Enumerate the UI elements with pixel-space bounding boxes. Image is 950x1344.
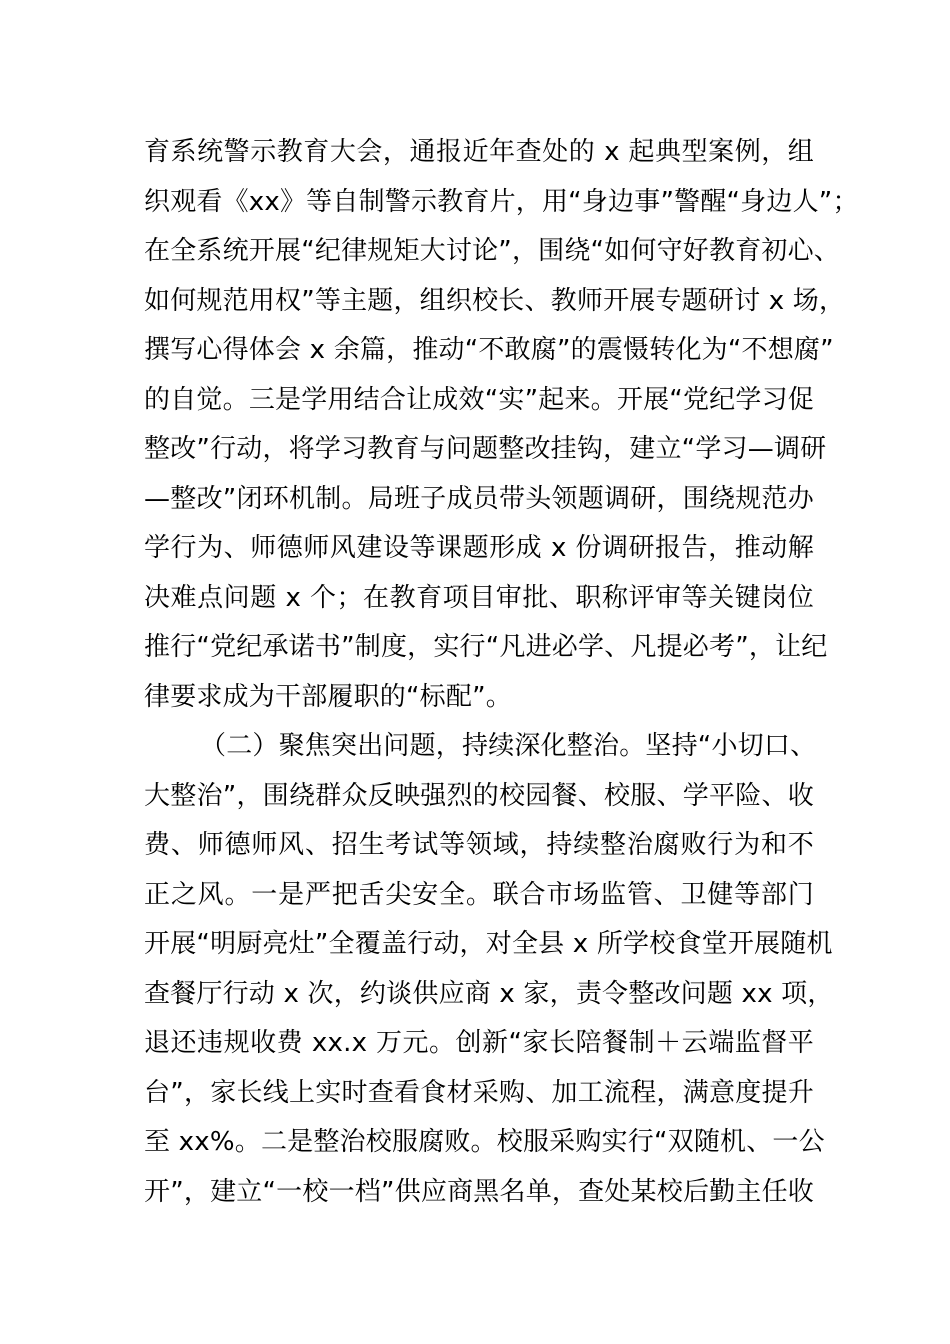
text-line: 撰写心得体会 x 余篇，推动“不敢腐”的震慑转化为“不想腐” xyxy=(144,335,834,365)
text-line: 如何规范用权”等主题，组织校长、教师开展专题研讨 x 场， xyxy=(144,285,846,316)
paragraph-2 xyxy=(144,722,834,1217)
text-line: 大整治”，围绕群众反映强烈的校园餐、校服、学平险、收 xyxy=(144,780,814,811)
text-line: 育系统警示教育大会，通报近年查处的 x 起典型案例，组 xyxy=(144,137,814,167)
text-line: 决难点问题 x 个；在教育项目审批、职称评审等关键岗位 xyxy=(144,582,814,613)
text-line: 在全系统开展“纪律规矩大讨论”，围绕“如何守好教育初心、 xyxy=(144,236,841,266)
text-line: 开展“明厨亮灶”全覆盖行动，对全县 x 所学校食堂开展随机 xyxy=(144,929,833,959)
text-line: 织观看《xx》等自制警示教育片，用“身边事”警醒“身边人”； xyxy=(144,186,859,217)
text-line: 推行“党纪承诺书”制度，实行“凡进必学、凡提必考”，让纪 xyxy=(144,632,828,662)
text-line: 律要求成为干部履职的“标配”。 xyxy=(144,681,512,712)
text-line: 开”，建立“一校一档”供应商黑名单，查处某校后勤主任收 xyxy=(144,1176,814,1207)
text-line: 退还违规收费 xx.x 万元。创新“家长陪餐制＋云端监督平 xyxy=(144,1028,814,1058)
text-line: 台”，家长线上实时查看食材采购、加工流程，满意度提升 xyxy=(144,1077,814,1108)
text-line: 的自觉。三是学用结合让成效“实”起来。开展“党纪学习促 xyxy=(144,384,814,415)
document-body xyxy=(144,128,859,1217)
text-line: 学行为、师德师风建设等课题形成 x 份调研报告，推动解 xyxy=(144,533,814,563)
section-heading-line: （二）聚焦突出问题，持续深化整治。坚持“小切口、 xyxy=(200,731,817,761)
paragraph-1 xyxy=(144,128,859,722)
text-line: 整改”行动，将学习教育与问题整改挂钩，建立“学习—调研 xyxy=(144,434,827,464)
text-line: 查餐厅行动 x 次，约谈供应商 x 家，责令整改问题 xx 项， xyxy=(144,978,834,1009)
text-line: 正之风。一是严把舌尖安全。联合市场监管、卫健等部门 xyxy=(144,879,814,910)
text-line: 费、师德师风、招生考试等领域，持续整治腐败行为和不 xyxy=(144,830,814,860)
text-line: —整改”闭环机制。局班子成员带头领题调研，围绕规范办 xyxy=(144,483,814,514)
text-line: 至 xx%。二是整治校服腐败。校服采购实行“双随机、一公 xyxy=(144,1127,825,1157)
